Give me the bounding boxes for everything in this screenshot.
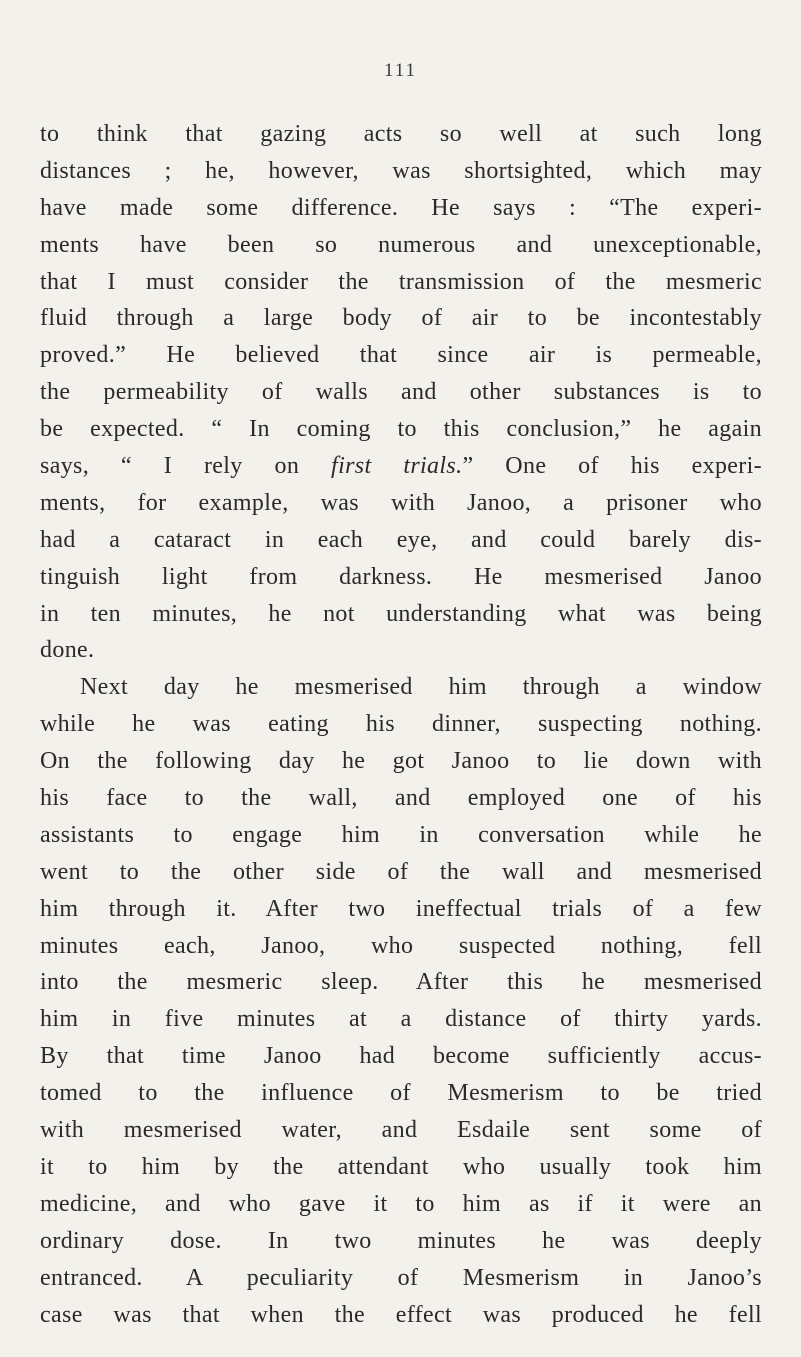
text-line: him in five minutes at a distance of thirty yards.: [40, 1006, 762, 1033]
text-line: On the following day he got Janoo to lie down with: [40, 748, 762, 775]
text-line: case was that when the effect was produced he fell: [40, 1301, 762, 1328]
text-line: done.: [40, 637, 95, 664]
italic-text: first trials.: [331, 453, 463, 480]
text-line: proved.” He believed that since air is permeable,: [40, 342, 762, 369]
text-line: that I must consider the transmission of the mesmeric: [40, 268, 762, 295]
text-line: him through it. After two ineffectual trials of a few: [40, 895, 762, 922]
text-line: assistants to engage him in conversation while he: [40, 821, 762, 848]
text-line: with mesmerised water, and Esdaile sent some of: [40, 1117, 762, 1144]
text-line: By that time Janoo had become sufficiently accus-: [40, 1043, 762, 1070]
text-line: ordinary dose. In two minutes he was deeply: [40, 1227, 762, 1254]
text-line: his face to the wall, and employed one of his: [40, 785, 762, 812]
text-line: entranced. A peculiarity of Mesmerism in Janoo’s: [40, 1264, 762, 1291]
text-line: minutes each, Janoo, who suspected nothing, fell: [40, 932, 762, 959]
text-line: in ten minutes, he not understanding what was being: [40, 600, 762, 627]
text-segment: says, “ I rely on: [40, 453, 332, 480]
text-line: be expected. “ In coming to this conclusion,” he again: [40, 416, 762, 443]
text-line: went to the other side of the wall and mesmerised: [40, 858, 762, 885]
text-line: tomed to the influence of Mesmerism to be tried: [40, 1080, 762, 1107]
text-line: have made some difference. He says : “The experi-: [40, 194, 762, 221]
text-line: had a cataract in each eye, and could barely dis-: [40, 526, 762, 553]
text-line: tinguish light from darkness. He mesmerised Janoo: [40, 563, 762, 590]
text-line: fluid through a large body of air to be incontestably: [40, 305, 762, 332]
text-line: distances ; he, however, was shortsighted, which may: [40, 157, 762, 184]
text-line: to think that gazing acts so well at such long: [40, 121, 762, 147]
text-line: into the mesmeric sleep. After this he mesmerised: [40, 969, 762, 996]
text-line: medicine, and who gave it to him as if it were an: [40, 1190, 762, 1217]
page-number: 111: [383, 60, 418, 81]
text-line: Next day he mesmerised him through a window: [80, 674, 762, 701]
text-line: it to him by the attendant who usually took him: [40, 1153, 762, 1180]
text-segment: ” One of his experi-: [462, 453, 763, 480]
body-text: [40, 116, 762, 1333]
text-line: while he was eating his dinner, suspecting nothing.: [40, 711, 762, 738]
text-line: ments, for example, was with Janoo, a prisoner who: [40, 489, 762, 516]
text-line: [40, 448, 762, 485]
text-line: the permeability of walls and other substances is to: [40, 379, 762, 406]
text-line: ments have been so numerous and unexceptionable,: [40, 231, 762, 258]
